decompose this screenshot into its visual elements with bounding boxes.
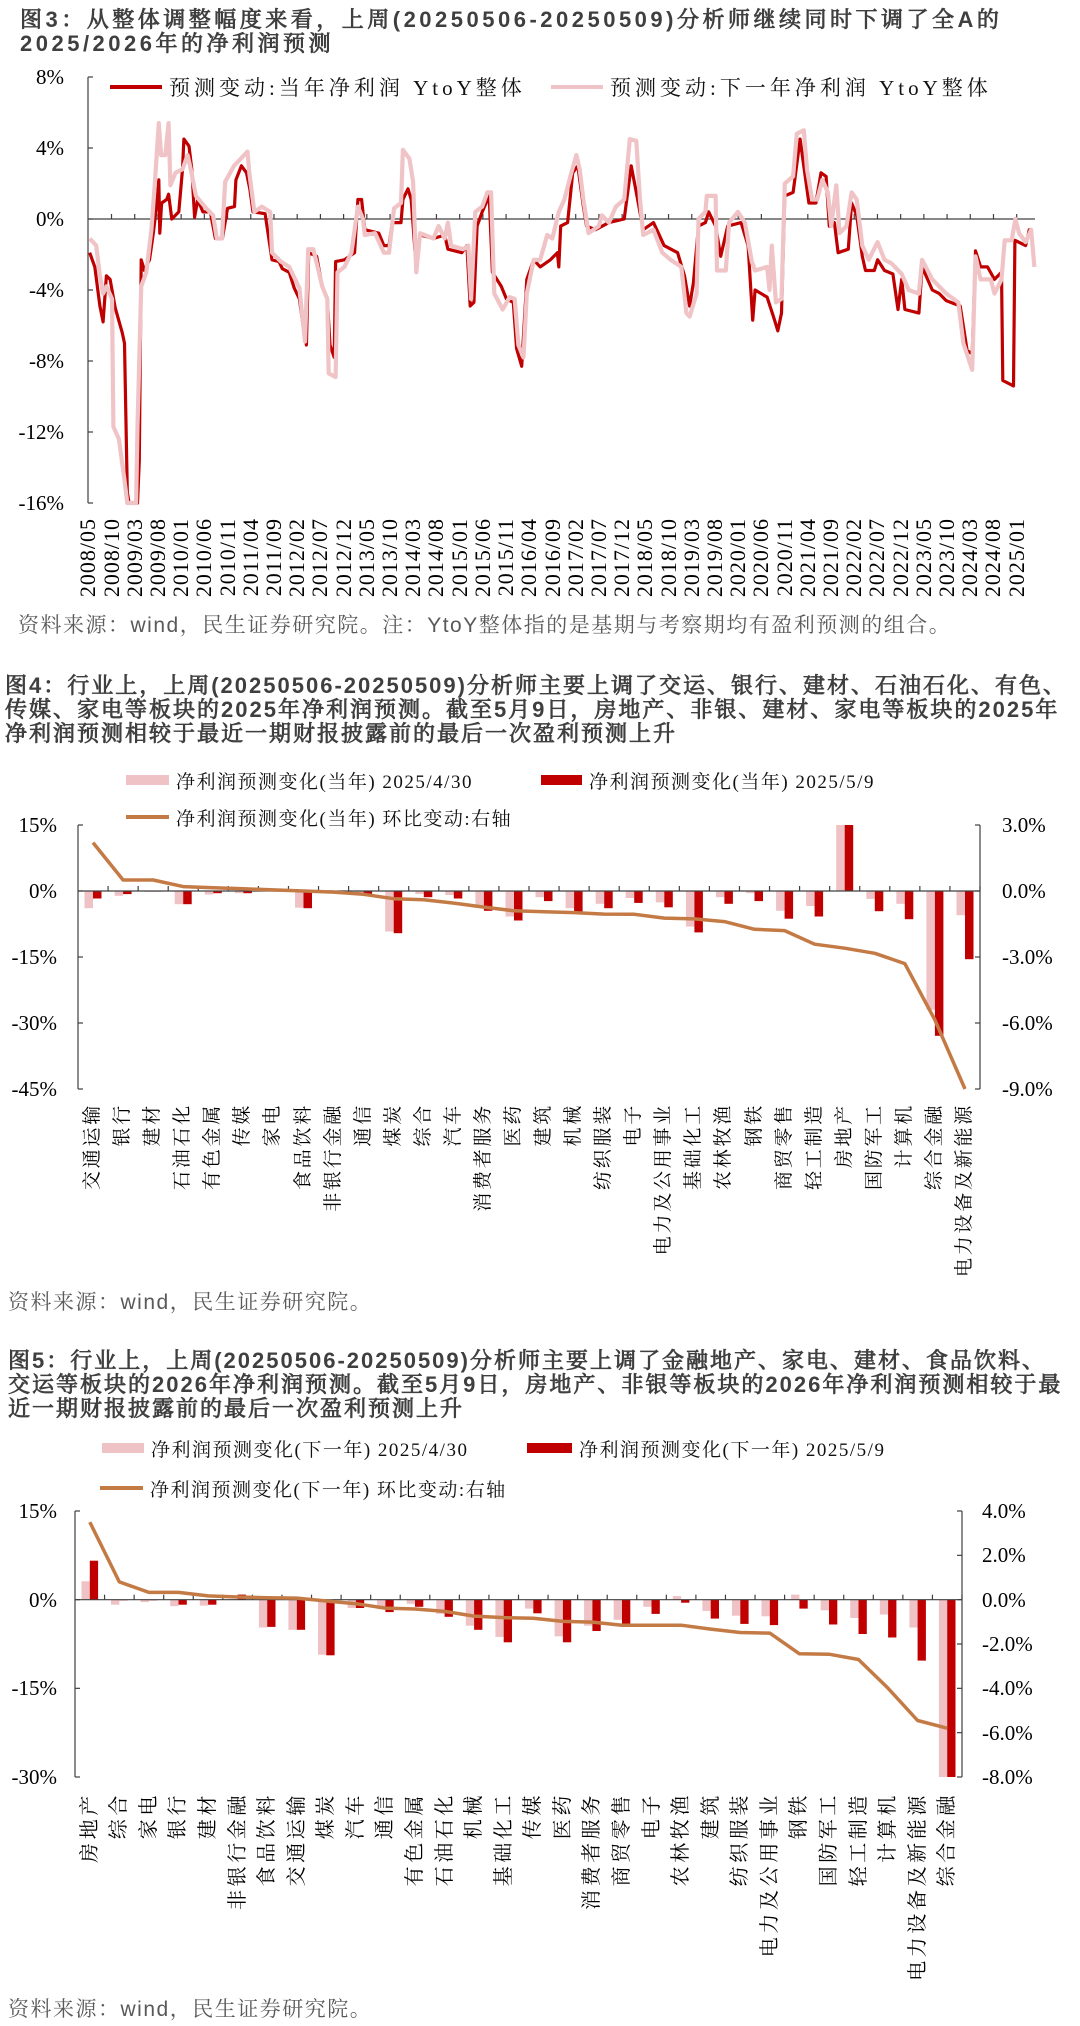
category-label: 钢铁: [743, 1103, 765, 1147]
category-label: 传媒: [232, 1103, 254, 1147]
category-label: 银行: [167, 1792, 190, 1840]
right-y-tick-label: -3.0%: [1002, 945, 1053, 969]
left-y-tick-label: -30%: [11, 1765, 57, 1789]
x-tick-label: 2024/03: [957, 518, 983, 598]
x-tick-label: 2014/03: [400, 518, 426, 598]
figure3-title-line-1: 图3：从整体调整幅度来看，上周(20250506-20250509)分析师继续同时下调了全A的: [20, 7, 1003, 32]
category-label: 商贸零售: [610, 1792, 633, 1887]
category-label: 纺织服装: [593, 1103, 615, 1191]
category-label: 农林牧渔: [713, 1103, 735, 1191]
category-label: 石油石化: [433, 1792, 456, 1887]
x-tick-label: 2010/06: [191, 518, 217, 598]
x-tick-label: 2018/10: [655, 518, 681, 598]
x-tick-label: 2023/10: [934, 518, 960, 598]
category-label: 纺织服装: [729, 1792, 752, 1887]
category-label: 房地产: [833, 1103, 855, 1169]
left-y-tick-label: 15%: [18, 813, 57, 837]
category-label: 钢铁: [788, 1792, 811, 1840]
x-tick-label: 2008/10: [98, 518, 124, 598]
x-tick-label: 2017/07: [585, 518, 611, 598]
category-label: 建材: [142, 1103, 164, 1147]
category-label: 交通运输: [285, 1792, 308, 1887]
x-tick-label: 2013/10: [377, 518, 403, 598]
category-label: 建材: [197, 1792, 220, 1840]
category-label: 机械: [463, 1792, 486, 1840]
left-y-tick-label: -30%: [11, 1011, 57, 1035]
right-y-tick-label: -4.0%: [982, 1676, 1033, 1701]
legend-label: 净利润预测变化(下一年) 环比变动:右轴: [150, 1479, 507, 1501]
category-label: 电子: [640, 1792, 663, 1840]
x-tick-label: 2010/01: [168, 518, 194, 598]
x-tick-label: 2023/05: [910, 518, 936, 598]
right-y-tick-label: 3.0%: [1002, 813, 1046, 837]
x-tick-label: 2010/11: [214, 518, 240, 597]
legend-label: 净利润预测变化(下一年) 2025/5/9: [579, 1439, 886, 1461]
category-label: 消费者服务: [581, 1792, 604, 1910]
x-tick-label: 2015/01: [446, 518, 472, 598]
category-label: 非银行金融: [322, 1103, 344, 1212]
x-tick-label: 2020/06: [748, 518, 774, 598]
figure5-title-line-1: 图5：行业上，上周(20250506-20250509)分析师主要上调了金融地产、家电、建材、食品饮料、: [8, 1348, 1046, 1373]
x-tick-label: 2008/05: [75, 518, 101, 598]
category-label: 轻工制造: [847, 1792, 870, 1887]
category-label: 交通运输: [82, 1103, 104, 1191]
category-label: 汽车: [344, 1792, 367, 1840]
category-label: 食品饮料: [292, 1103, 314, 1191]
figure4-source: 资料来源：wind，民生证券研究院。: [8, 1291, 373, 1314]
x-tick-label: 2009/08: [144, 518, 170, 598]
left-y-tick-label: -15%: [11, 1676, 57, 1701]
category-label: 通信: [374, 1792, 397, 1840]
right-y-tick-label: 4.0%: [982, 1499, 1026, 1523]
y-tick-label: 8%: [36, 65, 64, 89]
category-label: 医药: [551, 1792, 574, 1840]
y-tick-label: -4%: [29, 278, 64, 302]
right-y-tick-label: 0.0%: [982, 1587, 1026, 1612]
x-tick-label: 2009/03: [121, 518, 147, 598]
figure5-source: 资料来源：wind，民生证券研究院。: [8, 1998, 373, 2021]
category-label: 农林牧渔: [670, 1792, 693, 1887]
y-tick-label: -16%: [18, 491, 64, 515]
figure4-title-line-1: 图4：行业上，上周(20250506-20250509)分析师主要上调了交运、银行、建材、石油石化、有色、: [5, 673, 1067, 698]
right-y-tick-label: -6.0%: [982, 1720, 1033, 1745]
figure5-title-line-2: 交运等板块的2026年净利润预测。截至5月9日，房地产、非银等板块的2026年净利润预测相较于最: [8, 1372, 1063, 1397]
x-tick-label: 2012/07: [307, 518, 333, 598]
category-label: 轻工制造: [803, 1103, 825, 1191]
legend-label: 净利润预测变化(当年) 2025/5/9: [589, 771, 875, 793]
x-tick-label: 2020/11: [771, 518, 797, 597]
x-tick-label: 2016/04: [516, 518, 542, 598]
x-tick-label: 2015/06: [469, 518, 495, 598]
legend-label: 净利润预测变化(当年) 2025/4/30: [176, 771, 473, 793]
category-label: 有色金属: [202, 1103, 224, 1191]
y-tick-label: -8%: [29, 349, 64, 373]
category-label: 煤炭: [382, 1103, 404, 1147]
legend-label: 净利润预测变化(下一年) 2025/4/30: [151, 1439, 469, 1461]
category-label: 综合金融: [923, 1103, 945, 1191]
left-y-tick-label: -15%: [11, 945, 57, 969]
category-label: 综合金融: [936, 1792, 959, 1887]
category-label: 国防军工: [863, 1103, 885, 1191]
category-label: 计算机: [893, 1103, 915, 1169]
category-label: 房地产: [78, 1792, 101, 1863]
category-label: 家电: [137, 1792, 160, 1840]
x-tick-label: 2019/03: [678, 518, 704, 598]
x-tick-label: 2021/04: [794, 518, 820, 598]
y-tick-label: -12%: [18, 420, 64, 444]
x-tick-label: 2017/12: [609, 518, 635, 598]
legend-label: 预测变动:当年净利润 YtoY整体: [169, 76, 526, 100]
x-tick-label: 2022/02: [841, 518, 867, 598]
category-label: 有色金属: [404, 1792, 427, 1887]
category-label: 传媒: [522, 1792, 545, 1840]
x-tick-label: 2017/02: [562, 518, 588, 598]
category-label: 电子: [623, 1103, 645, 1147]
x-tick-label: 2025/01: [1003, 518, 1029, 598]
category-label: 电力设备及新能源: [906, 1792, 929, 1981]
left-y-tick-label: 15%: [18, 1499, 57, 1523]
x-tick-label: 2021/09: [818, 518, 844, 598]
category-label: 建筑: [533, 1103, 555, 1147]
figure4-title-line-2: 传媒、家电等板块的2025年净利润预测。截至5月9日，房地产、非银、建材、家电等板块的2025年: [5, 697, 1060, 722]
category-label: 煤炭: [315, 1792, 338, 1840]
x-tick-label: 2011/04: [237, 518, 263, 597]
x-tick-label: 2020/01: [725, 518, 751, 598]
right-y-tick-label: -6.0%: [1002, 1011, 1053, 1035]
category-label: 消费者服务: [472, 1103, 494, 1212]
category-label: 机械: [563, 1103, 585, 1147]
left-y-tick-label: 0%: [29, 1587, 57, 1612]
x-tick-label: 2013/05: [353, 518, 379, 598]
figure4-title-line-3: 净利润预测相较于最近一期财报披露前的最后一次盈利预测上升: [5, 721, 678, 746]
category-label: 电力设备及新能源: [953, 1103, 975, 1278]
category-label: 电力及公用事业: [758, 1792, 781, 1958]
x-tick-label: 2019/08: [701, 518, 727, 598]
category-label: 基础化工: [683, 1103, 705, 1191]
x-tick-label: 2016/09: [539, 518, 565, 598]
right-y-tick-label: -9.0%: [1002, 1077, 1053, 1101]
x-tick-label: 2011/09: [260, 518, 286, 597]
legend-label: 净利润预测变化(当年) 环比变动:右轴: [176, 808, 513, 830]
right-y-tick-label: -8.0%: [982, 1765, 1033, 1789]
category-label: 综合: [412, 1103, 434, 1147]
x-tick-label: 2012/12: [330, 518, 356, 598]
category-label: 商贸零售: [773, 1103, 795, 1191]
left-y-tick-label: 0%: [29, 879, 57, 903]
y-tick-label: 4%: [36, 136, 64, 160]
x-tick-label: 2024/08: [980, 518, 1006, 598]
x-tick-label: 2015/11: [493, 518, 519, 597]
category-label: 国防军工: [817, 1792, 840, 1887]
category-label: 石油石化: [172, 1103, 194, 1191]
category-label: 基础化工: [492, 1792, 515, 1887]
left-y-tick-label: -45%: [11, 1077, 57, 1101]
category-label: 计算机: [877, 1792, 900, 1863]
figure5-title-line-3: 近一期财报披露前的最后一次盈利预测上升: [8, 1396, 465, 1421]
legend-label: 预测变动:下一年净利润 YtoY整体: [610, 76, 992, 100]
category-label: 家电: [262, 1103, 284, 1147]
figure3-title-line-2: 2025/2026年的净利润预测: [20, 31, 334, 56]
right-y-tick-label: -2.0%: [982, 1632, 1033, 1656]
category-label: 建筑: [699, 1792, 722, 1840]
x-tick-label: 2012/02: [284, 518, 310, 598]
x-tick-label: 2022/12: [887, 518, 913, 598]
y-tick-label: 0%: [36, 207, 64, 231]
figure3-source: 资料来源：wind，民生证券研究院。注：YtoY整体指的是基期与考察期均有盈利预测的组合。: [18, 614, 952, 637]
category-label: 通信: [352, 1103, 374, 1147]
right-y-tick-label: 2.0%: [982, 1543, 1026, 1568]
x-tick-label: 2014/08: [423, 518, 449, 598]
right-y-tick-label: 0.0%: [1002, 879, 1046, 903]
x-tick-label: 2022/07: [864, 518, 890, 598]
category-label: 银行: [112, 1103, 134, 1147]
category-label: 综合: [108, 1792, 131, 1840]
category-label: 医药: [502, 1103, 524, 1147]
x-tick-label: 2018/05: [632, 518, 658, 598]
category-label: 电力及公用事业: [653, 1103, 675, 1256]
category-label: 食品饮料: [256, 1792, 279, 1887]
category-label: 非银行金融: [226, 1792, 249, 1910]
category-label: 汽车: [442, 1103, 464, 1147]
